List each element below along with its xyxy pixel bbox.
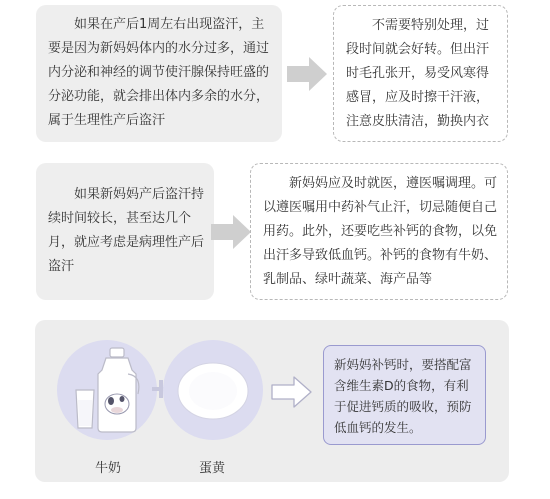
arrow-outline-right-icon [270, 374, 314, 410]
egg-yolk-icon [175, 358, 251, 424]
calcium-note: 新妈妈补钙时，要搭配富含维生素D的食物，有利于促进钙质的吸收，预防低血钙的发生。 [323, 345, 486, 445]
pathological-sweating-text: 如果新妈妈产后盗汗持续时间较长，甚至达几个月，就应考虑是病理性产后盗汗 [36, 163, 214, 300]
pathological-advice-text: 新妈妈应及时就医，遵医嘱调理。可以遵医嘱用中药补气止汗，切忌随便自己用药。此外，还要吃些补钙的食物，以免出汗多导致低血钙。补钙的食物有牛奶、乳制品、绿叶蔬菜、海产品等 [250, 163, 508, 300]
physiological-advice-text: 不需要特别处理，过段时间就会好转。但出汗时毛孔张开，易受风寒得感冒，应及时擦干汗液，注意皮肤清洁，勤换内衣 [333, 5, 508, 142]
milk-label: 牛奶 [95, 461, 122, 476]
physiological-sweating-text: 如果在产后1周左右出现盗汗，主要是因为新妈妈体内的水分过多，通过内分泌和神经的调节使汗腺保持旺盛的分泌功能，就会排出体内多余的水分，属于生理性产后盗汗 [36, 5, 282, 142]
egg-yolk-label: 蛋黄 [199, 461, 226, 476]
arrow-right-icon [211, 213, 253, 251]
milk-bottle-icon [72, 344, 148, 434]
arrow-right-icon [287, 55, 329, 93]
